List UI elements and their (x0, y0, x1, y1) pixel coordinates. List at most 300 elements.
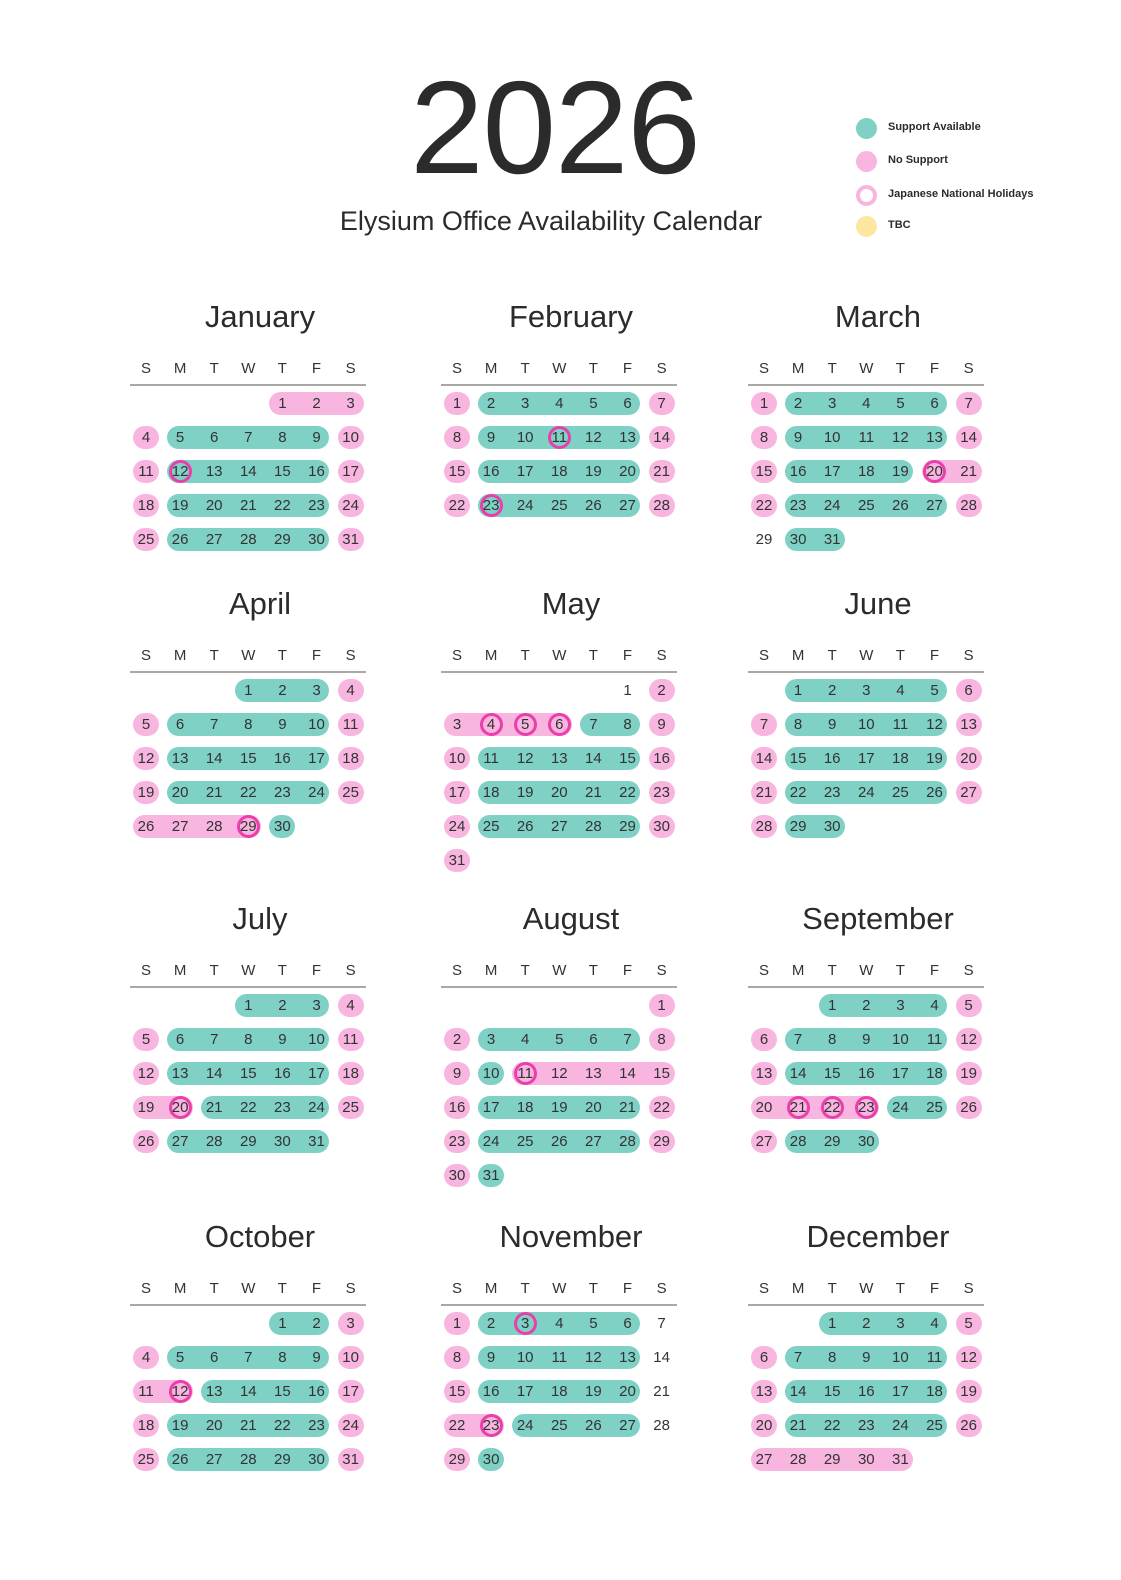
day-number: 27 (205, 1451, 223, 1468)
day-number: 25 (550, 1417, 568, 1434)
day-number: 27 (755, 1451, 773, 1468)
day-number: 19 (171, 497, 189, 514)
day-number: 12 (516, 750, 534, 767)
month-title: September (802, 901, 954, 936)
month-may (441, 585, 701, 875)
day-number: 10 (892, 1031, 909, 1048)
day-number: 7 (793, 1349, 803, 1366)
day-number: 13 (755, 1065, 773, 1082)
day-number: 4 (346, 682, 355, 699)
weekday-label: S (656, 647, 667, 664)
month-november (441, 1218, 701, 1508)
day-number: 23 (857, 1099, 875, 1116)
day-number: 31 (892, 1451, 909, 1468)
day-number: 6 (623, 1315, 632, 1332)
weekday-divider (748, 384, 984, 386)
day-number: 6 (555, 716, 564, 733)
day-number: 5 (589, 395, 598, 412)
weekday-label: W (859, 360, 874, 377)
day-number: 21 (960, 463, 977, 480)
day-number: 3 (486, 1031, 496, 1048)
day-number: 15 (755, 463, 773, 480)
day-number: 29 (239, 818, 257, 835)
day-number: 26 (137, 818, 155, 835)
day-number: 26 (171, 1451, 189, 1468)
day-number: 19 (137, 1099, 155, 1116)
weekday-label: S (758, 962, 769, 979)
weekday-divider (130, 1304, 366, 1306)
day-number: 15 (274, 463, 291, 480)
weekday-label: T (277, 360, 287, 377)
day-number: 22 (653, 1099, 670, 1116)
weekday-label: T (827, 647, 837, 664)
day-number: 16 (308, 463, 325, 480)
day-number: 7 (210, 716, 219, 733)
day-number: 7 (623, 1031, 632, 1048)
weekday-label: S (656, 962, 667, 979)
legend-label: Japanese National Holidays (888, 188, 1034, 200)
day-number: 3 (312, 682, 321, 699)
day-number: 9 (486, 1349, 496, 1366)
weekday-label: F (929, 1280, 940, 1297)
day-number: 30 (823, 818, 841, 835)
day-number: 26 (585, 1417, 602, 1434)
day-number: 7 (964, 395, 973, 412)
day-number: 20 (171, 784, 189, 801)
day-number: 9 (312, 429, 321, 446)
day-number: 9 (793, 429, 803, 446)
day-number: 4 (555, 395, 564, 412)
day-number: 21 (653, 1383, 670, 1400)
weekday-divider (130, 671, 366, 673)
day-number: 5 (589, 1315, 598, 1332)
day-number: 19 (516, 784, 534, 801)
day-number: 29 (239, 1133, 257, 1150)
day-number: 14 (653, 1349, 670, 1366)
day-number: 12 (585, 429, 602, 446)
weekday-label: F (929, 360, 940, 377)
day-number: 22 (619, 784, 636, 801)
day-number: 12 (550, 1065, 568, 1082)
weekday-label: S (963, 1280, 974, 1297)
month-title: June (844, 586, 912, 621)
day-number: 17 (857, 750, 875, 767)
day-number: 14 (239, 1383, 257, 1400)
day-number: 21 (239, 1417, 257, 1434)
day-number: 1 (828, 1315, 837, 1332)
day-number: 20 (926, 463, 943, 480)
day-number: 31 (342, 531, 359, 548)
weekday-label: S (758, 360, 769, 377)
weekday-label: S (345, 962, 356, 979)
day-number: 18 (892, 750, 909, 767)
day-number: 19 (171, 1417, 189, 1434)
day-number: 11 (551, 1349, 568, 1366)
day-number: 26 (926, 784, 943, 801)
day-number: 9 (862, 1349, 871, 1366)
day-number: 5 (175, 429, 185, 446)
day-number: 19 (550, 1099, 568, 1116)
day-number: 16 (274, 750, 291, 767)
weekday-label: W (552, 360, 567, 377)
day-number: 10 (892, 1349, 909, 1366)
day-number: 25 (550, 497, 568, 514)
day-number: 24 (892, 1417, 909, 1434)
day-number: 8 (623, 716, 632, 733)
day-number: 19 (960, 1065, 977, 1082)
day-number: 1 (278, 1315, 287, 1332)
day-number: 29 (653, 1133, 670, 1150)
day-number: 1 (793, 682, 803, 699)
day-number: 9 (657, 716, 666, 733)
day-number: 10 (308, 1031, 325, 1048)
day-number: 1 (828, 997, 837, 1014)
day-number: 14 (789, 1383, 807, 1400)
weekday-label: W (552, 647, 567, 664)
day-number: 1 (452, 395, 462, 412)
weekday-label: S (656, 1280, 667, 1297)
day-number: 10 (342, 429, 359, 446)
weekday-label: S (345, 1280, 356, 1297)
weekday-label: M (484, 647, 498, 664)
day-number: 10 (823, 429, 841, 446)
day-number: 2 (486, 395, 496, 412)
day-number: 4 (486, 716, 496, 733)
day-number: 18 (137, 497, 155, 514)
day-number: 3 (312, 997, 321, 1014)
weekday-label: M (173, 1280, 187, 1297)
day-number: 20 (619, 1383, 636, 1400)
weekday-label: S (140, 962, 151, 979)
weekday-label: M (791, 647, 805, 664)
day-number: 24 (308, 784, 325, 801)
month-october (130, 1218, 390, 1508)
day-number: 5 (930, 682, 939, 699)
day-number: 2 (828, 682, 837, 699)
day-number: 17 (342, 463, 359, 480)
day-number: 18 (857, 463, 875, 480)
day-number: 12 (960, 1349, 977, 1366)
day-number: 25 (342, 784, 359, 801)
weekday-label: M (173, 962, 187, 979)
day-number: 18 (342, 750, 359, 767)
weekday-label: T (209, 360, 219, 377)
day-number: 29 (448, 1451, 466, 1468)
day-number: 16 (857, 1383, 875, 1400)
day-number: 2 (452, 1031, 462, 1048)
day-number: 25 (857, 497, 875, 514)
day-number: 27 (926, 497, 943, 514)
day-number: 3 (521, 395, 530, 412)
weekday-label: F (622, 360, 633, 377)
day-number: 15 (619, 750, 636, 767)
day-number: 17 (448, 784, 466, 801)
day-number: 26 (585, 497, 602, 514)
legend (856, 116, 1096, 246)
day-number: 10 (308, 716, 325, 733)
weekday-label: F (622, 962, 633, 979)
legend-item-no-support (856, 149, 1096, 173)
day-number: 23 (823, 784, 841, 801)
day-number: 28 (653, 1417, 670, 1434)
weekday-label: W (241, 1280, 256, 1297)
day-number: 21 (619, 1099, 636, 1116)
weekday-label: S (758, 647, 769, 664)
weekday-label: T (827, 962, 837, 979)
tbc-swatch-icon (856, 216, 877, 237)
weekday-label: S (345, 647, 356, 664)
day-number: 2 (793, 395, 803, 412)
day-number: 8 (828, 1349, 837, 1366)
day-number: 9 (862, 1031, 871, 1048)
day-number: 21 (653, 463, 670, 480)
day-number: 13 (960, 716, 977, 733)
weekday-label: F (311, 360, 322, 377)
weekday-divider (748, 671, 984, 673)
weekday-divider (441, 671, 677, 673)
day-number: 17 (516, 463, 534, 480)
day-number: 12 (585, 1349, 602, 1366)
day-number: 27 (755, 1133, 773, 1150)
weekday-label: F (311, 647, 322, 664)
day-number: 26 (137, 1133, 155, 1150)
month-june (748, 585, 1008, 875)
day-number: 6 (759, 1349, 769, 1366)
day-number: 18 (550, 1383, 568, 1400)
day-number: 28 (653, 497, 670, 514)
day-number: 6 (175, 716, 185, 733)
day-number: 30 (448, 1167, 466, 1184)
day-number: 2 (278, 997, 287, 1014)
day-number: 28 (755, 818, 773, 835)
legend-item-national-holidays (856, 183, 1096, 207)
day-number: 16 (482, 463, 500, 480)
weekday-divider (441, 384, 677, 386)
day-number: 11 (551, 429, 568, 446)
day-number: 20 (171, 1099, 189, 1116)
day-number: 6 (210, 429, 219, 446)
weekday-label: W (552, 1280, 567, 1297)
weekday-label: W (241, 360, 256, 377)
day-number: 26 (960, 1417, 977, 1434)
day-number: 31 (448, 852, 466, 869)
day-number: 21 (789, 1417, 807, 1434)
day-number: 26 (960, 1099, 977, 1116)
day-number: 31 (308, 1133, 325, 1150)
day-number: 30 (308, 531, 325, 548)
day-number: 3 (346, 395, 355, 412)
day-number: 17 (516, 1383, 534, 1400)
weekday-label: S (345, 360, 356, 377)
day-number: 24 (342, 497, 359, 514)
day-number: 22 (274, 1417, 291, 1434)
day-number: 11 (858, 429, 875, 446)
month-title: December (806, 1219, 950, 1254)
day-number: 24 (342, 1417, 359, 1434)
day-number: 19 (892, 463, 909, 480)
weekday-label: T (277, 962, 287, 979)
day-number: 22 (239, 1099, 257, 1116)
day-number: 25 (137, 1451, 155, 1468)
weekday-label: M (791, 360, 805, 377)
day-number: 23 (857, 1417, 875, 1434)
month-september (748, 900, 1008, 1190)
day-number: 12 (137, 750, 155, 767)
day-number: 13 (171, 750, 189, 767)
weekday-label: T (277, 1280, 287, 1297)
day-number: 28 (239, 1451, 257, 1468)
day-number: 30 (482, 1451, 500, 1468)
day-number: 23 (789, 497, 807, 514)
weekday-label: M (791, 1280, 805, 1297)
day-number: 3 (896, 1315, 905, 1332)
month-january (130, 298, 390, 588)
day-number: 19 (137, 784, 155, 801)
day-number: 10 (857, 716, 875, 733)
day-number: 6 (175, 1031, 185, 1048)
day-number: 4 (141, 1349, 151, 1366)
day-number: 6 (759, 1031, 769, 1048)
weekday-label: T (209, 1280, 219, 1297)
day-number: 27 (171, 818, 189, 835)
day-number: 4 (555, 1315, 564, 1332)
day-number: 29 (823, 1451, 841, 1468)
day-number: 22 (755, 497, 773, 514)
day-number: 8 (244, 716, 253, 733)
day-number: 3 (452, 716, 462, 733)
day-number: 8 (793, 716, 803, 733)
day-number: 28 (960, 497, 977, 514)
day-number: 24 (308, 1099, 325, 1116)
weekday-label: S (656, 360, 667, 377)
day-number: 26 (892, 497, 909, 514)
day-number: 4 (521, 1031, 530, 1048)
day-number: 27 (960, 784, 977, 801)
weekday-label: S (451, 1280, 462, 1297)
day-number: 14 (960, 429, 977, 446)
day-number: 16 (789, 463, 807, 480)
month-title: May (541, 586, 601, 621)
day-number: 16 (823, 750, 841, 767)
weekday-label: T (209, 647, 219, 664)
day-number: 7 (793, 1031, 803, 1048)
day-number: 12 (892, 429, 909, 446)
day-number: 17 (342, 1383, 359, 1400)
weekday-label: F (929, 647, 940, 664)
month-february (441, 298, 701, 588)
weekday-label: T (588, 1280, 598, 1297)
day-number: 7 (244, 1349, 253, 1366)
weekday-label: S (451, 647, 462, 664)
day-number: 18 (516, 1099, 534, 1116)
weekday-label: W (552, 962, 567, 979)
day-number: 4 (862, 395, 871, 412)
day-number: 8 (452, 429, 462, 446)
day-number: 19 (585, 463, 602, 480)
weekday-divider (748, 986, 984, 988)
day-number: 20 (755, 1099, 773, 1116)
day-number: 28 (239, 531, 257, 548)
day-number: 15 (823, 1065, 841, 1082)
weekday-divider (441, 1304, 677, 1306)
day-number: 28 (789, 1451, 807, 1468)
weekday-label: S (963, 647, 974, 664)
day-number: 22 (823, 1099, 841, 1116)
day-number: 2 (862, 997, 871, 1014)
day-number: 15 (239, 750, 257, 767)
weekday-label: T (588, 647, 598, 664)
day-number: 29 (274, 531, 291, 548)
day-number: 7 (589, 716, 598, 733)
day-number: 10 (482, 1065, 500, 1082)
day-number: 23 (274, 1099, 291, 1116)
weekday-label: S (758, 1280, 769, 1297)
legend-item-tbc (856, 214, 1096, 238)
month-title: March (834, 299, 922, 334)
day-number: 10 (516, 1349, 534, 1366)
day-number: 26 (516, 818, 534, 835)
weekday-divider (441, 986, 677, 988)
day-number: 3 (896, 997, 905, 1014)
day-number: 31 (482, 1167, 500, 1184)
day-number: 18 (926, 1065, 943, 1082)
day-number: 26 (550, 1133, 568, 1150)
day-number: 21 (205, 1099, 223, 1116)
day-number: 2 (862, 1315, 871, 1332)
day-number: 27 (619, 497, 636, 514)
weekday-divider (130, 986, 366, 988)
day-number: 31 (823, 531, 841, 548)
day-number: 5 (964, 1315, 973, 1332)
weekday-label: F (311, 1280, 322, 1297)
day-number: 6 (930, 395, 939, 412)
weekday-label: M (484, 360, 498, 377)
calendar-year: 2026 (410, 54, 700, 201)
day-number: 17 (308, 750, 325, 767)
day-number: 29 (274, 1451, 291, 1468)
month-title: April (228, 586, 291, 621)
no-support-swatch-icon (856, 151, 877, 172)
day-number: 1 (244, 682, 253, 699)
day-number: 19 (926, 750, 943, 767)
day-number: 12 (926, 716, 943, 733)
day-number: 24 (448, 818, 466, 835)
day-number: 13 (205, 1383, 223, 1400)
weekday-label: S (140, 360, 151, 377)
day-number: 14 (619, 1065, 636, 1082)
day-number: 11 (138, 463, 154, 480)
day-number: 15 (789, 750, 807, 767)
day-number: 9 (312, 1349, 321, 1366)
weekday-label: M (173, 360, 187, 377)
day-number: 8 (278, 1349, 287, 1366)
weekday-divider (130, 384, 366, 386)
day-number: 15 (448, 463, 466, 480)
month-title: July (232, 901, 288, 936)
day-number: 9 (278, 1031, 287, 1048)
day-number: 28 (205, 1133, 223, 1150)
day-number: 5 (521, 716, 530, 733)
day-number: 18 (482, 784, 500, 801)
weekday-label: T (895, 647, 905, 664)
day-number: 14 (205, 750, 223, 767)
day-number: 24 (516, 1417, 534, 1434)
holiday-ring-swatch-icon (856, 185, 877, 206)
day-number: 25 (516, 1133, 534, 1150)
day-number: 30 (857, 1133, 875, 1150)
day-number: 6 (589, 1031, 598, 1048)
day-number: 30 (857, 1451, 875, 1468)
